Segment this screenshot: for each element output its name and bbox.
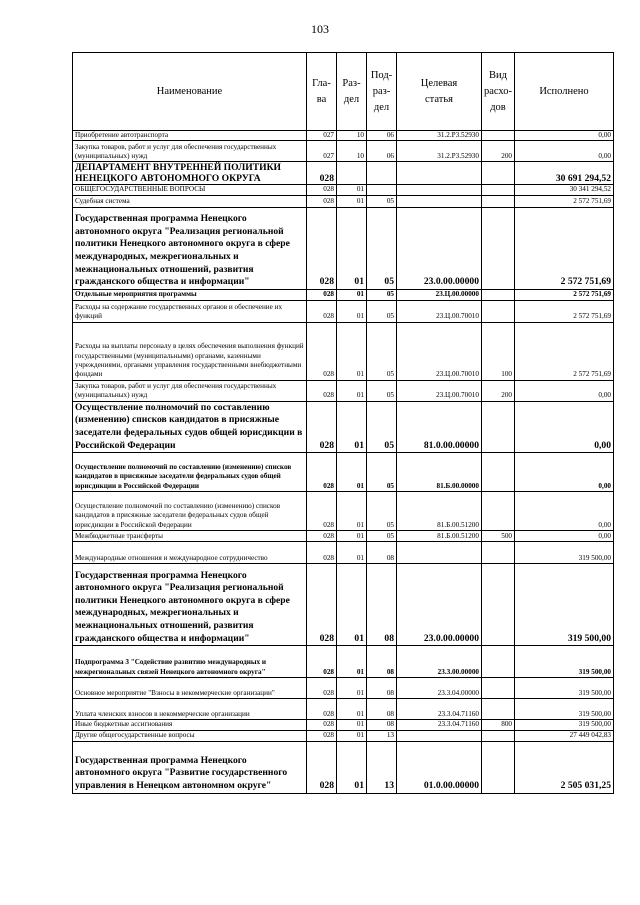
cell-executed: 0,00: [515, 453, 614, 492]
table-row: [73, 699, 614, 720]
cell-section: 01: [337, 720, 367, 730]
cell-section: 01: [337, 531, 367, 542]
cell-executed: 319 500,00: [515, 678, 614, 699]
cell-executed: 319 500,00: [515, 542, 614, 564]
cell-target: 01.0.00.00000: [397, 741, 482, 793]
cell-section: 01: [337, 185, 367, 195]
cell-section: 01: [337, 207, 367, 289]
cell-name: Основное мероприятие "Взносы в некоммерческие организации": [73, 678, 307, 699]
cell-chapter: 028: [307, 289, 337, 300]
cell-target: 23.Ц.00.70010: [397, 300, 482, 322]
cell-chapter: 028: [307, 492, 337, 531]
cell-chapter: 028: [307, 741, 337, 793]
cell-expense-type: 100: [482, 322, 515, 380]
cell-expense-type: [482, 185, 515, 195]
table-row: [73, 453, 614, 492]
table-row: [73, 185, 614, 195]
cell-name: Осуществление полномочий по составлению (изменению) списков кандидатов в присяжные заседатели федеральных судов общей юрисдикции в Российской Федерации: [73, 492, 307, 531]
cell-target: 31.2.Р3.52930: [397, 131, 482, 141]
cell-section: 01: [337, 699, 367, 720]
cell-chapter: 028: [307, 322, 337, 380]
cell-subsection: 05: [367, 492, 397, 531]
cell-target: 23.3.00.00000: [397, 646, 482, 678]
col-header-chapter: Гла- ва: [307, 53, 337, 131]
cell-chapter: 028: [307, 162, 337, 185]
cell-target: [397, 185, 482, 195]
cell-name: Закупка товаров, работ и услуг для обеспечения государственных (муниципальных) нужд: [73, 141, 307, 162]
cell-section: 01: [337, 380, 367, 401]
cell-chapter: 027: [307, 131, 337, 141]
col-header-section: Раз- дел: [337, 53, 367, 131]
cell-name: Судебная система: [73, 195, 307, 207]
table-row: [73, 564, 614, 646]
cell-expense-type: [482, 131, 515, 141]
cell-subsection: 13: [367, 741, 397, 793]
cell-executed: 2 572 751,69: [515, 289, 614, 300]
cell-executed: 0,00: [515, 131, 614, 141]
cell-expense-type: [482, 300, 515, 322]
cell-chapter: 028: [307, 646, 337, 678]
cell-executed: 2 572 751,69: [515, 195, 614, 207]
cell-executed: 319 500,00: [515, 564, 614, 646]
cell-target: [397, 162, 482, 185]
cell-name: Другие общегосударственные вопросы: [73, 730, 307, 741]
cell-target: 81.Б.00.00000: [397, 453, 482, 492]
table-row: [73, 289, 614, 300]
cell-name: Закупка товаров, работ и услуг для обеспечения государственных (муниципальных) нужд: [73, 380, 307, 401]
cell-executed: 0,00: [515, 492, 614, 531]
cell-chapter: 028: [307, 185, 337, 195]
cell-expense-type: [482, 564, 515, 646]
cell-section: 01: [337, 492, 367, 531]
cell-executed: 0,00: [515, 380, 614, 401]
cell-expense-type: [482, 646, 515, 678]
cell-target: [397, 195, 482, 207]
cell-name: Расходы на содержание государственных органов и обеспечение их функций: [73, 300, 307, 322]
cell-subsection: 08: [367, 564, 397, 646]
cell-target: 23.3.04.00000: [397, 678, 482, 699]
cell-executed: 319 500,00: [515, 720, 614, 730]
cell-executed: 319 500,00: [515, 646, 614, 678]
col-header-subsection: Под- раз- дел: [367, 53, 397, 131]
cell-subsection: 05: [367, 195, 397, 207]
table-row: [73, 162, 614, 185]
cell-chapter: 028: [307, 720, 337, 730]
cell-chapter: 028: [307, 678, 337, 699]
cell-executed: 2 572 751,69: [515, 322, 614, 380]
cell-chapter: 028: [307, 699, 337, 720]
cell-expense-type: 200: [482, 141, 515, 162]
cell-expense-type: [482, 162, 515, 185]
table-row: [73, 141, 614, 162]
cell-target: 81.Б.00.51200: [397, 492, 482, 531]
cell-subsection: 08: [367, 720, 397, 730]
cell-target: [397, 730, 482, 741]
cell-section: 01: [337, 730, 367, 741]
cell-name: Подпрограмма 3 "Содействие развитию международных и межрегиональных связей Ненецкого автономного округа": [73, 646, 307, 678]
cell-expense-type: [482, 195, 515, 207]
cell-target: 23.Ц.00.70010: [397, 322, 482, 380]
budget-table: [72, 52, 614, 794]
cell-target: 23.3.04.71160: [397, 699, 482, 720]
col-header-expense-type: Вид расхо- дов: [482, 53, 515, 131]
cell-subsection: [367, 162, 397, 185]
table-row: [73, 195, 614, 207]
cell-section: 01: [337, 542, 367, 564]
table-row: [73, 207, 614, 289]
table-row: [73, 380, 614, 401]
cell-executed: 2 572 751,69: [515, 300, 614, 322]
cell-subsection: 05: [367, 453, 397, 492]
cell-name: Уплата членских взносов в некоммерческие организации: [73, 699, 307, 720]
cell-name: Отдельные мероприятия программы: [73, 289, 307, 300]
cell-target: 23.Ц.00.70010: [397, 380, 482, 401]
cell-chapter: 028: [307, 453, 337, 492]
page-number: 103: [311, 22, 329, 36]
cell-executed: 0,00: [515, 401, 614, 452]
cell-section: 01: [337, 401, 367, 452]
cell-section: 01: [337, 300, 367, 322]
cell-name: Приобретение автотранспорта: [73, 131, 307, 141]
header-row: [73, 53, 614, 131]
cell-target: 81.0.00.00000: [397, 401, 482, 452]
cell-section: 01: [337, 646, 367, 678]
cell-section: 01: [337, 564, 367, 646]
cell-target: 23.3.04.71160: [397, 720, 482, 730]
table-row: [73, 646, 614, 678]
cell-name: Международные отношения и международное сотрудничество: [73, 542, 307, 564]
cell-target: 23.0.00.00000: [397, 207, 482, 289]
cell-chapter: 028: [307, 401, 337, 452]
cell-target: 23.0.00.00000: [397, 564, 482, 646]
cell-chapter: 027: [307, 141, 337, 162]
cell-expense-type: [482, 207, 515, 289]
cell-chapter: 028: [307, 380, 337, 401]
table-row: [73, 678, 614, 699]
cell-expense-type: [482, 289, 515, 300]
table-row: [73, 730, 614, 741]
cell-subsection: 08: [367, 699, 397, 720]
cell-name: Осуществление полномочий по составлению (изменению) списков кандидатов в присяжные заседатели федеральных судов общей юрисдикции в Российской Федерации: [73, 401, 307, 452]
cell-section: 01: [337, 741, 367, 793]
table-row: [73, 741, 614, 793]
table-row: [73, 720, 614, 730]
cell-section: 01: [337, 289, 367, 300]
cell-subsection: 05: [367, 401, 397, 452]
cell-expense-type: [482, 699, 515, 720]
cell-subsection: 05: [367, 380, 397, 401]
cell-executed: 0,00: [515, 141, 614, 162]
cell-target: 23.Ц.00.00000: [397, 289, 482, 300]
cell-name: Осуществление полномочий по составлению (изменению) списков кандидатов в присяжные заседатели федеральных судов общей юрисдикции в Российской Федерации: [73, 453, 307, 492]
cell-section: 01: [337, 322, 367, 380]
cell-section: 01: [337, 195, 367, 207]
table-row: [73, 131, 614, 141]
cell-expense-type: [482, 730, 515, 741]
cell-subsection: 05: [367, 300, 397, 322]
cell-expense-type: [482, 492, 515, 531]
cell-name: Государственная программа Ненецкого автономного округа "Реализация региональной политики Ненецкого автономного округа в сфере международных, межрегиональных и межнациональных отношений, развития гражданского общества и информации": [73, 564, 307, 646]
cell-name: ДЕПАРТАМЕНТ ВНУТРЕННЕЙ ПОЛИТИКИ НЕНЕЦКОГО АВТОНОМНОГО ОКРУГА: [73, 162, 307, 185]
cell-subsection: 06: [367, 131, 397, 141]
cell-name: ОБЩЕГОСУДАРСТВЕННЫЕ ВОПРОСЫ: [73, 185, 307, 195]
cell-section: 01: [337, 678, 367, 699]
cell-subsection: 05: [367, 531, 397, 542]
cell-subsection: 05: [367, 207, 397, 289]
cell-target: [397, 542, 482, 564]
cell-subsection: 05: [367, 289, 397, 300]
cell-executed: 2 505 031,25: [515, 741, 614, 793]
cell-expense-type: [482, 453, 515, 492]
cell-expense-type: [482, 401, 515, 452]
table-row: [73, 492, 614, 531]
cell-name: Государственная программа Ненецкого автономного округа "Реализация региональной политики Ненецкого автономного округа в сфере международных, межрегиональных и межнациональных отношений, развития гражданского общества и информации": [73, 207, 307, 289]
cell-section: 01: [337, 453, 367, 492]
cell-section: [337, 162, 367, 185]
cell-name: Иные бюджетные ассигнования: [73, 720, 307, 730]
cell-executed: 27 449 042,83: [515, 730, 614, 741]
cell-chapter: 028: [307, 564, 337, 646]
cell-executed: 30 691 294,52: [515, 162, 614, 185]
cell-expense-type: [482, 542, 515, 564]
col-header-target: Целевая статья: [397, 53, 482, 131]
cell-name: Государственная программа Ненецкого автономного округа "Развитие государственного управления в Ненецком автономном округе": [73, 741, 307, 793]
cell-target: 31.2.Р3.52930: [397, 141, 482, 162]
cell-chapter: 028: [307, 531, 337, 542]
cell-chapter: 028: [307, 542, 337, 564]
cell-section: 10: [337, 141, 367, 162]
cell-expense-type: [482, 741, 515, 793]
cell-expense-type: [482, 678, 515, 699]
table-row: [73, 531, 614, 542]
table-row: [73, 322, 614, 380]
table-body: [73, 131, 614, 794]
col-header-executed: Исполнено: [515, 53, 614, 131]
col-header-name: Наименование: [73, 53, 307, 131]
cell-expense-type: 500: [482, 531, 515, 542]
cell-name: Межбюджетные трансферты: [73, 531, 307, 542]
cell-subsection: 08: [367, 646, 397, 678]
cell-executed: 2 572 751,69: [515, 207, 614, 289]
cell-target: 81.Б.00.51200: [397, 531, 482, 542]
cell-subsection: 08: [367, 678, 397, 699]
cell-subsection: 08: [367, 542, 397, 564]
table-row: [73, 300, 614, 322]
cell-chapter: 028: [307, 195, 337, 207]
cell-subsection: 13: [367, 730, 397, 741]
cell-subsection: 05: [367, 322, 397, 380]
cell-chapter: 028: [307, 207, 337, 289]
cell-subsection: 06: [367, 141, 397, 162]
cell-section: 10: [337, 131, 367, 141]
table-row: [73, 401, 614, 452]
cell-subsection: [367, 185, 397, 195]
cell-name: Расходы на выплаты персоналу в целях обеспечения выполнения функций государственными (муниципальными) органами, казенными учреждениями, органами управления государственными внебюджетными фондами: [73, 322, 307, 380]
cell-chapter: 028: [307, 730, 337, 741]
cell-executed: 319 500,00: [515, 699, 614, 720]
cell-expense-type: 200: [482, 380, 515, 401]
table-row: [73, 542, 614, 564]
cell-executed: 0,00: [515, 531, 614, 542]
cell-chapter: 028: [307, 300, 337, 322]
cell-expense-type: 800: [482, 720, 515, 730]
cell-executed: 30 341 294,52: [515, 185, 614, 195]
